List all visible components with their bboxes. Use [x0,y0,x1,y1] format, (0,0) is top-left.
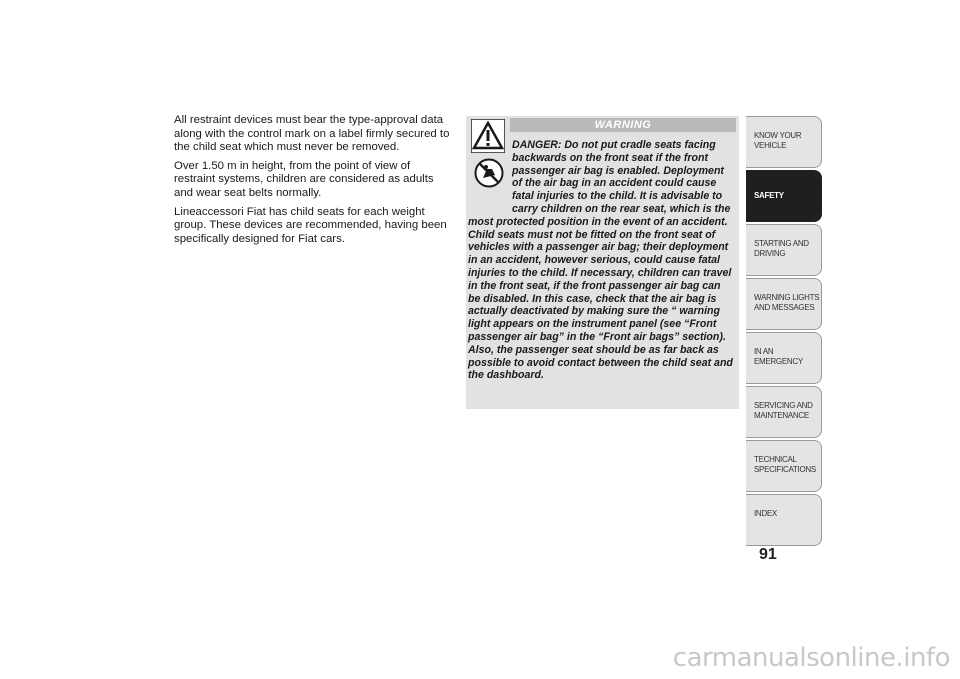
tab-know-your-vehicle[interactable]: KNOW YOUR VEHICLE [746,116,822,168]
watermark: carmanualsonline.info [672,643,950,673]
tab-starting-and-driving[interactable]: STARTING AND DRIVING [746,224,822,276]
warning-text: DANGER: Do not put cradle seats facing backwards on the front seat if the front passenger air bag is enabled. Deployment of the air bag in an accident could cause fatal injuries to the child. It is advisable to carry children on the rear seat, which is the most protected position in the event of an accident. Child seats must not be fitted on the front seat of vehicles with a passenger air bag; their deployment in an accident, however serious, could cause fatal injuries to the child. If necessary, children can travel in the front seat, if the front passenger air bag can be disabled. In this case, check that the air bag is actually deactivated by making sure the “ warning light appears on the instrument panel (see “Front passenger air bag” in the “Front air bags” section). Also, the passenger seat should be as far back as possible to avoid contact between the child seat and the dashboard. [468,139,733,382]
warning-box [466,116,739,409]
tab-index[interactable]: INDEX [746,494,822,546]
tab-safety[interactable]: SAFETY [746,170,822,222]
warning-text-block [468,139,734,382]
warning-heading: WARNING [510,118,736,132]
body-text [174,114,454,251]
paragraph: Over 1.50 m in height, from the point of view of restraint systems, children are considered as adults and wear seat belts normally. [174,159,434,199]
tab-in-an-emergency[interactable]: IN AN EMERGENCY [746,332,822,384]
tab-servicing-and-maintenance[interactable]: SERVICING AND MAINTENANCE [746,386,822,438]
section-tabs [746,116,824,544]
tab-technical-specifications[interactable]: TECHNICAL SPECIFICATIONS [746,440,822,492]
paragraph: Lineaccessori Fiat has child seats for each weight group. These devices are recommended, having been specifically designed for Fiat cars. [174,205,447,245]
paragraph: All restraint devices must bear the type-approval data along with the control mark on a label firmly secured to the child seat which must never be removed. [174,114,450,154]
page-number: 91 [759,546,777,563]
tab-warning-lights[interactable]: WARNING LIGHTS AND MESSAGES [746,278,822,330]
